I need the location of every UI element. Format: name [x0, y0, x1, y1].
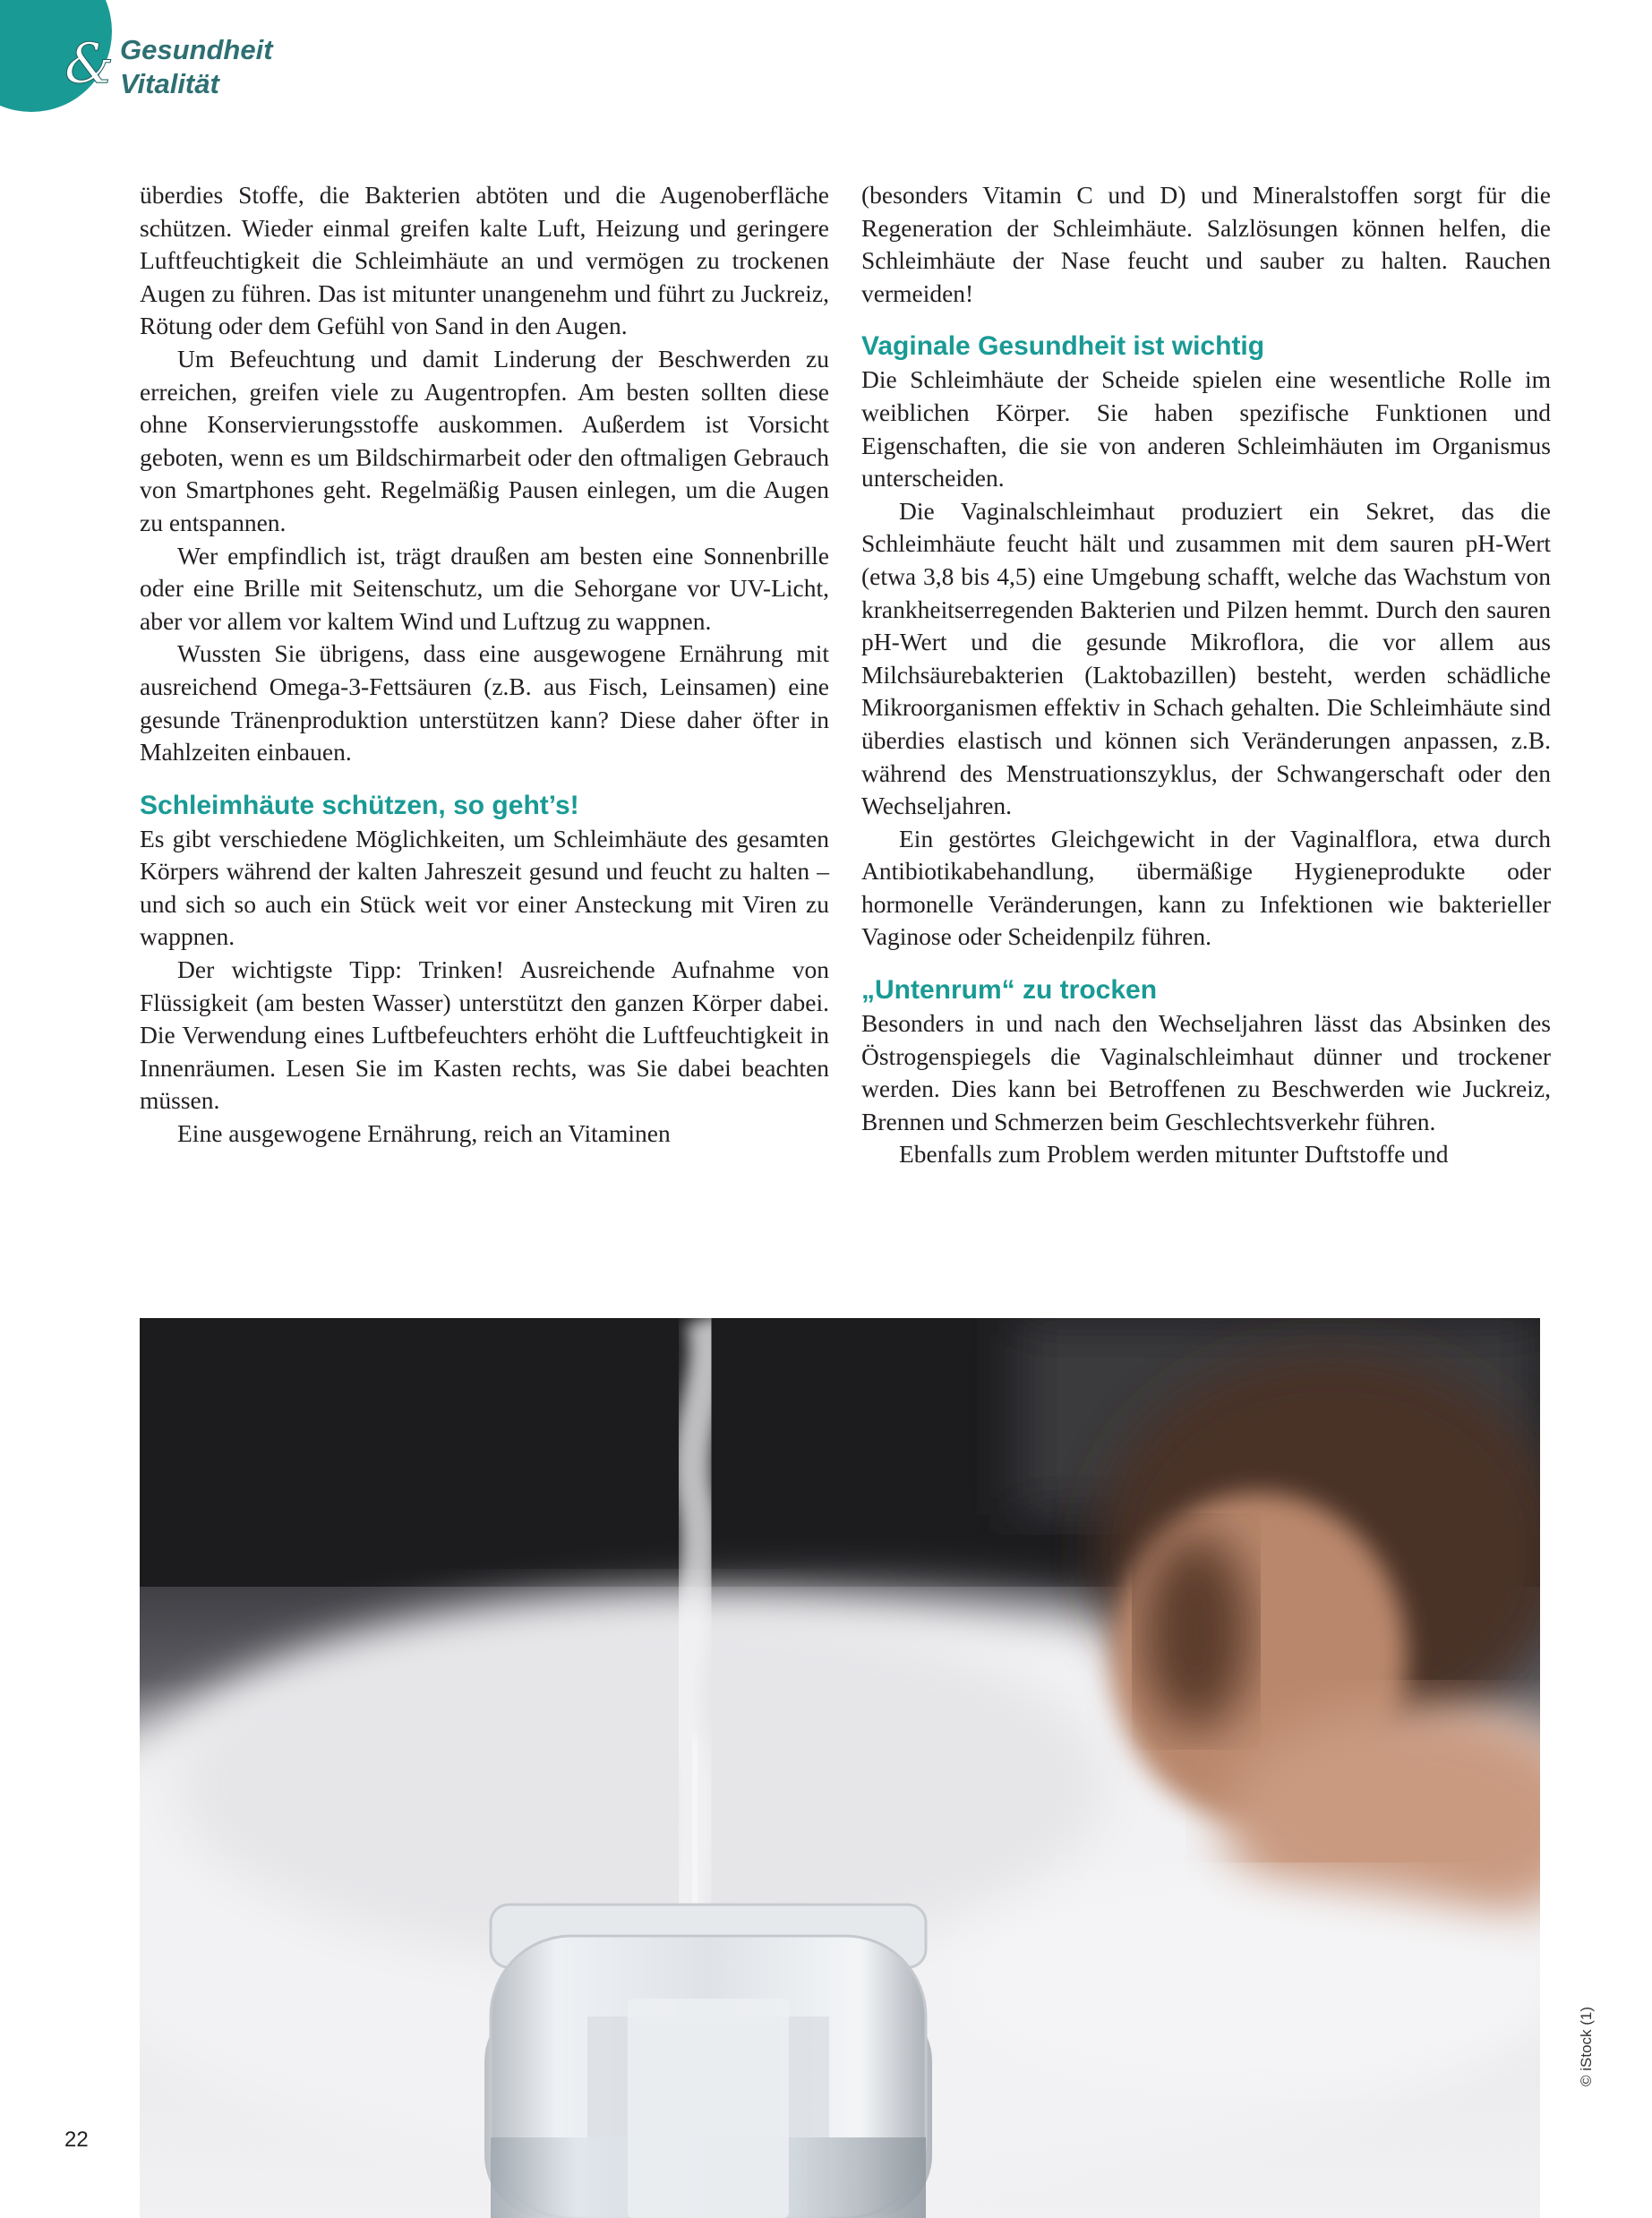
paragraph: Es gibt verschiedene Möglichkeiten, um Schleimhäute des gesamten Körpers während der kalten Jahreszeit gesund und feucht zu halten – und sich so auch ein Stück weit vor einer Ansteckung mit Viren zu wappnen. [140, 824, 829, 951]
right-column [861, 179, 1551, 1171]
paragraph: überdies Stoffe, die Bakterien abtöten und die Augenoberfläche schützen. Wieder einmal greifen kalte Luft, Heizung und geringere Luftfeuchtigkeit die Schleimhäute an und vermögen zu trockenen Augen zu führen. Das ist mitunter unangenehm und führt zu Juckreiz, Rötung oder dem Gefühl von Sand in den Augen. [140, 181, 829, 340]
paragraph: Um Befeuchtung und damit Linderung der Beschwerden zu erreichen, greifen viele zu Augentropfen. Am besten sollten diese ohne Konservierungsstoffe auskommen. Außerdem ist Vorsicht geboten, wenn es um Bildschirmarbeit oder den oftmaligen Gebrauch von Smartphones geht. Regelmäßig Pausen einlegen, um die Augen zu entspannen. [140, 344, 829, 536]
subheading: „Untenrum“ zu trocken [861, 975, 1158, 1006]
paragraph: Der wichtigste Tipp: Trinken! Ausreichende Aufnahme von Flüssigkeit (am besten Wasser) unterstützt den ganzen Körper dabei. Die Verwendung eines Luftbefeuchters erhöht die Luftfeuchtigkeit in Innenräumen. Lesen Sie im Kasten rechts, was Sie dabei beachten müssen. [140, 955, 829, 1115]
paragraph: Die Schleimhäute der Scheide spielen eine wesentliche Rolle im weiblichen Körper. Sie haben spezifische Funktionen und Eigenschaften, die sie von anderen Schleimhäuten im Organismus unterscheiden. [861, 365, 1551, 492]
paragraph: (besonders Vitamin C und D) und Mineralstoffen sorgt für die Regeneration der Schleimhäute. Salzlösungen können helfen, die Schleimhäute der Nase feucht und sauber zu halten. Rauchen vermeiden! [861, 181, 1551, 307]
paragraph: Ein gestörtes Gleichgewicht in der Vaginalflora, etwa durch Antibiotikabehandlung, übermäßige Hygieneprodukte oder hormonelle Veränderungen, kann zu Infektionen wie bakterieller Vaginose oder Scheidenpilz führen. [861, 824, 1551, 951]
humidifier-photo [140, 1318, 1540, 2218]
paragraph: Die Vaginalschleimhaut produziert ein Sekret, das die Schleimhäute feucht hält und zusammen mit dem sauren pH-Wert (etwa 3,8 bis 4,5) eine Umgebung schafft, welche das Wachstum von krankheitserregenden Bakterien und Pilzen hemmt. Durch den sauren pH-Wert und die gesunde Mikroflora, die vor allem aus Milchsäurebakterien (Laktobazillen) besteht, werden schädliche Mikroorganismen effektiv in Schach gehalten. Die Schleimhäute sind überdies elastisch und können sich Veränderungen anpassen, z.B. während des Menstruationszyklus, der Schwangerschaft oder den Wechseljahren. [861, 496, 1551, 820]
paragraph: Wussten Sie übrigens, dass eine ausgewogene Ernährung mit ausreichend Omega-3-Fettsäuren (z.B. aus Fisch, Leinsamen) eine gesunde Tränenproduktion unterstützen kann? Diese daher öfter in Mahlzeiten einbauen. [140, 639, 829, 766]
section-title-line1: Gesundheit [120, 34, 273, 65]
page-number: 22 [64, 2128, 89, 2152]
paragraph: Besonders in und nach den Wechseljahren lässt das Absinken des Östrogenspiegels die Vaginalschleimhaut dünner und trockener werden. Dies kann bei Betroffenen zu Beschwerden wie Juckreiz, Brennen und Schmerzen beim Geschlechtsverkehr führen. [861, 1009, 1551, 1135]
ampersand-logo: & [64, 30, 115, 96]
photo-illustration [140, 1318, 1540, 2218]
photo-credit: © iStock (1) [1578, 2006, 1595, 2086]
paragraph: Wer empfindlich ist, trägt draußen am besten eine Sonnenbrille oder eine Brille mit Seitenschutz, um die Sehorgane vor UV-Licht, aber vor allem vor kaltem Wind und Luftzug zu wappnen. [140, 541, 829, 635]
section-title-line2: Vitalität [120, 68, 219, 99]
subheading: Schleimhäute schützen, so geht’s! [140, 790, 579, 820]
subheading: Vaginale Gesundheit ist wichtig [861, 331, 1265, 362]
paragraph: Ebenfalls zum Problem werden mitunter Duftstoffe und [899, 1140, 1449, 1169]
paragraph: Eine ausgewogene Ernährung, reich an Vitaminen [177, 1119, 671, 1148]
left-column [140, 179, 829, 1151]
